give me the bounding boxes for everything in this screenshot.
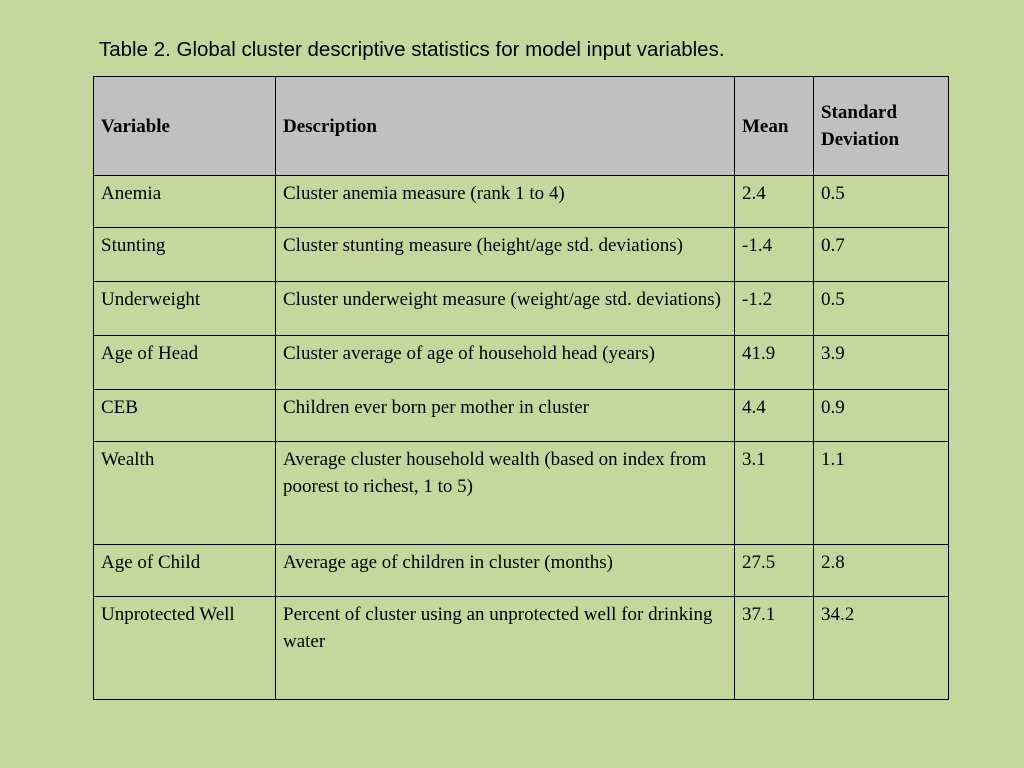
cell-variable: Wealth	[94, 442, 276, 545]
cell-variable: Anemia	[94, 176, 276, 228]
cell-sd: 0.5	[814, 282, 949, 336]
cell-mean: 27.5	[735, 545, 814, 597]
cell-variable: Underweight	[94, 282, 276, 336]
cell-description: Children ever born per mother in cluster	[276, 390, 735, 442]
table-caption: Table 2. Global cluster descriptive statistics for model input variables.	[99, 38, 725, 61]
header-mean: Mean	[735, 77, 814, 176]
cell-sd: 0.9	[814, 390, 949, 442]
header-standard-deviation: Standard Deviation	[814, 77, 949, 176]
cell-description: Cluster underweight measure (weight/age std. deviations)	[276, 282, 735, 336]
cell-mean: -1.2	[735, 282, 814, 336]
cell-variable: CEB	[94, 390, 276, 442]
cell-mean: -1.4	[735, 228, 814, 282]
cell-mean: 3.1	[735, 442, 814, 545]
cell-sd: 1.1	[814, 442, 949, 545]
table-row	[94, 597, 949, 700]
cell-description: Cluster average of age of household head (years)	[276, 336, 735, 390]
cell-sd: 0.5	[814, 176, 949, 228]
cell-description: Percent of cluster using an unprotected well for drinking water	[276, 597, 735, 700]
cell-variable: Age of Head	[94, 336, 276, 390]
table-row	[94, 282, 949, 336]
header-description: Description	[276, 77, 735, 176]
table-row	[94, 390, 949, 442]
cell-description: Cluster stunting measure (height/age std. deviations)	[276, 228, 735, 282]
cell-mean: 2.4	[735, 176, 814, 228]
cell-variable: Age of Child	[94, 545, 276, 597]
table-body	[94, 176, 949, 700]
statistics-table	[93, 76, 949, 700]
cell-mean: 37.1	[735, 597, 814, 700]
table-row	[94, 442, 949, 545]
cell-sd: 3.9	[814, 336, 949, 390]
table-row	[94, 176, 949, 228]
cell-variable: Stunting	[94, 228, 276, 282]
table-row	[94, 545, 949, 597]
cell-sd: 2.8	[814, 545, 949, 597]
cell-description: Average cluster household wealth (based on index from poorest to richest, 1 to 5)	[276, 442, 735, 545]
cell-description: Cluster anemia measure (rank 1 to 4)	[276, 176, 735, 228]
cell-description: Average age of children in cluster (months)	[276, 545, 735, 597]
cell-variable: Unprotected Well	[94, 597, 276, 700]
cell-sd: 34.2	[814, 597, 949, 700]
cell-sd: 0.7	[814, 228, 949, 282]
table-header	[94, 77, 949, 176]
table-row	[94, 228, 949, 282]
table-row	[94, 336, 949, 390]
header-row	[94, 77, 949, 176]
cell-mean: 4.4	[735, 390, 814, 442]
header-variable: Variable	[94, 77, 276, 176]
cell-mean: 41.9	[735, 336, 814, 390]
